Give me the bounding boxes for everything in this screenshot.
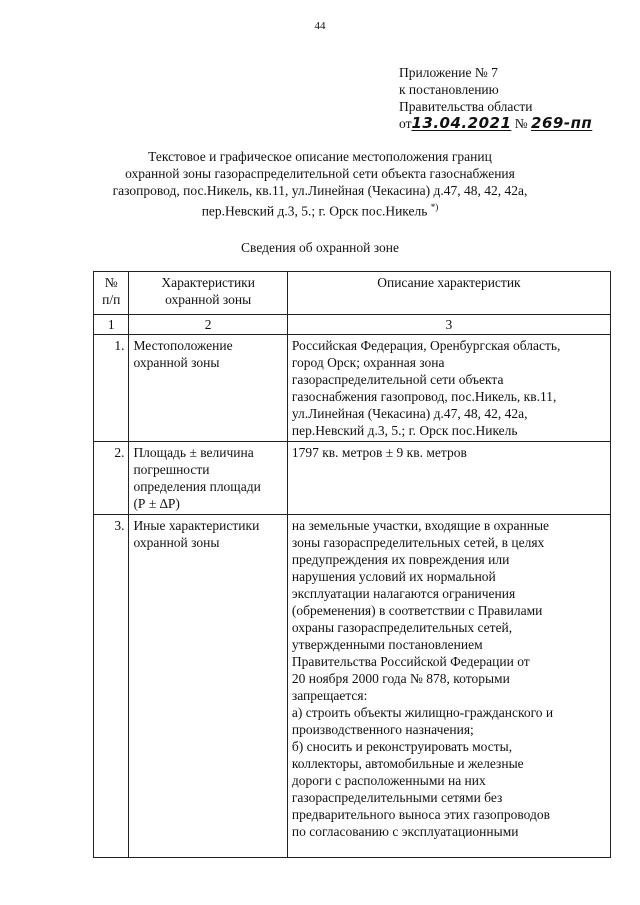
table-row [94, 515, 611, 858]
footnote-mark: *) [430, 202, 439, 212]
row-characteristic: Местоположение охранной зоны [129, 335, 287, 442]
title-line-1: Текстовое и графическое описание местоположения границ [148, 149, 492, 164]
number-prefix: № [514, 116, 528, 131]
table-row [94, 442, 611, 515]
section-heading: Сведения об охранной зоне [241, 240, 399, 255]
row-description: 1797 кв. метров ± 9 кв. метров [287, 442, 610, 515]
row-characteristic: Площадь ± величина погрешности определения площади (Р ± ∆Р) [129, 442, 287, 515]
appendix-line-1: Приложение № 7 [399, 65, 498, 80]
title-line-4-text: пер.Невский д.3, 5.; г. Орск пос.Никель [201, 203, 428, 219]
title-line-4 [0, 199, 640, 220]
index-cell: 2 [129, 315, 287, 335]
index-cell: 1 [94, 315, 129, 335]
document-title [0, 148, 640, 220]
row-characteristic: Иные характеристики охранной зоны [129, 515, 287, 858]
row-number: 1. [94, 335, 129, 442]
row-description: Российская Федерация, Оренбургская область, город Орск; охранная зона газораспределительной сети объекта газоснабжения газопровод, пос.Никель, кв.11, ул.Линейная (Чекасина) д.47, 48, 42, 42а, пер.Невский д.3, 5.; г. Орск пос.Никель [287, 335, 610, 442]
row-number: 2. [94, 442, 129, 515]
handwritten-date: 13.04.2021 [411, 114, 512, 132]
table-header-row [94, 272, 611, 315]
date-prefix: от [399, 116, 412, 131]
title-line-3: газопровод, пос.Никель, кв.11, ул.Линейная (Чекасина) д.47, 48, 42, 42а, [112, 183, 528, 198]
header-description: Описание характеристик [287, 272, 610, 315]
table-row [94, 335, 611, 442]
row-number: 3. [94, 515, 129, 858]
handwritten-number: 269-пп [531, 114, 593, 132]
header-characteristic: Характеристики охранной зоны [129, 272, 287, 315]
title-line-2: охранной зоны газораспределительной сети объекта газоснабжения [125, 166, 515, 181]
table-index-row [94, 315, 611, 335]
appendix-block [399, 64, 592, 132]
appendix-line-2: к постановлению [399, 82, 499, 97]
index-cell: 3 [287, 315, 610, 335]
header-num: № п/п [94, 272, 129, 315]
page-number: 44 [314, 20, 326, 32]
row-description: на земельные участки, входящие в охранные зоны газораспределительных сетей, в целях предупреждения их повреждения или нарушения условий их нормальной эксплуатации налагаются ограничения (обременения) в соответствии с Правилами охраны газораспределительных сетей, утвержденными постановлением Правительства Российской Федерации от 20 ноября 2000 года № 878, которыми запрещается: а) строить объекты жилищно-гражданского и производственного назначения; б) сносить и реконструировать мосты, коллекторы, автомобильные и железные дороги с расположенными на них газораспределительными сетями без предварительного выноса этих газопроводов по согласованию с эксплуатационными [287, 515, 610, 858]
appendix-date-line [399, 115, 592, 132]
zone-info-table [93, 271, 611, 858]
appendix-line-3: Правительства области [399, 99, 533, 114]
